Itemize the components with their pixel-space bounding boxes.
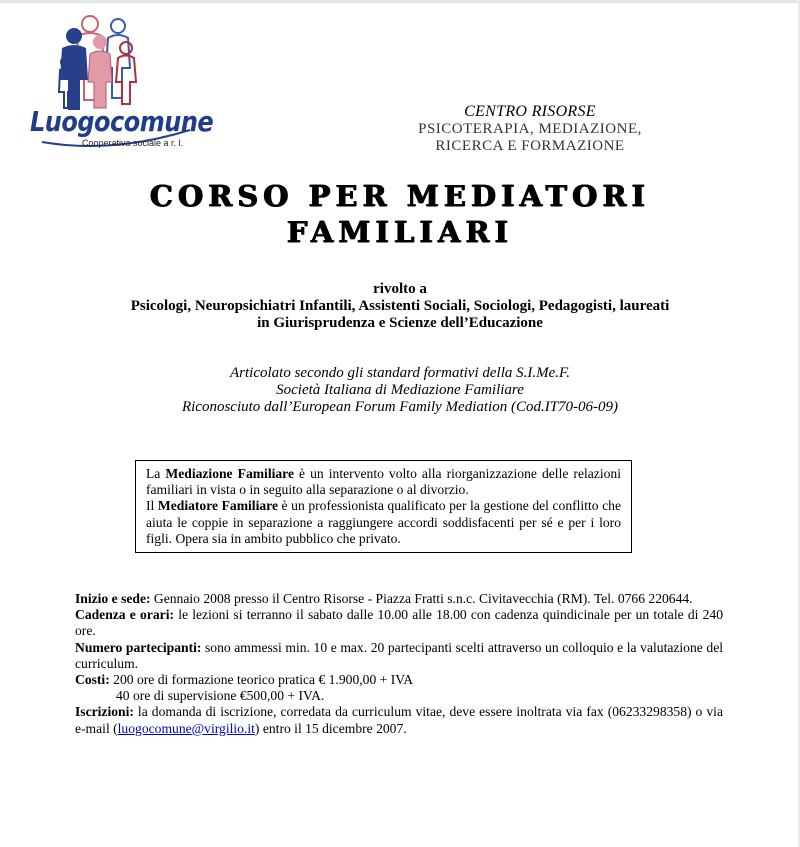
detail-text: ) entro il 15 dicembre 2007. (254, 720, 407, 736)
standards-line-2: Società Italiana di Mediazione Familiare (276, 382, 524, 398)
centro-line-2: RICERCA E FORMAZIONE (435, 138, 625, 154)
course-details (75, 591, 723, 737)
detail-costi (75, 672, 723, 688)
standards-block (0, 365, 800, 416)
standards-line-3: Riconosciuto dall’European Forum Family Mediation (Cod.IT70-06-09) (181, 399, 619, 415)
detail-inizio (75, 591, 723, 607)
detail-text: le lezioni si terranno il sabato dalle 10.00 alle 18.00 con cadenza quindicinale per un totale di 240 ore. (75, 607, 723, 639)
term: Mediazione Familiare (165, 466, 295, 481)
detail-text: 200 ore di formazione teorico pratica € 1.900,00 + IVA (109, 672, 414, 688)
centro-title: CENTRO RISORSE (464, 103, 596, 120)
audience-block (0, 281, 800, 332)
detail-numero (75, 640, 723, 672)
logo-name: Luogocomune (30, 105, 214, 139)
text: è un intervento volto alla riorganizzazione delle relazioni familiari in vista o in seguito alla separazione o al divorzio. (146, 466, 621, 498)
page-top-edge (0, 0, 800, 3)
detail-iscrizioni (75, 704, 723, 736)
detail-costi-2: 40 ore di supervisione €500,00 + IVA. (116, 688, 325, 704)
detail-label: Numero partecipanti: (75, 639, 202, 655)
standards-line-1: Articolato secondo gli standard formativi della S.I.Me.F. (230, 365, 570, 381)
term: Mediatore Familiare (157, 498, 278, 514)
definition-mediatore (146, 498, 621, 547)
detail-text: Gennaio 2008 presso il Centro Risorse - Piazza Fratti s.n.c. Civitavecchia (RM). Tel. 0766 220644. (150, 591, 693, 606)
definition-box (135, 460, 632, 553)
detail-text: la domanda di iscrizione, corredata da curriculum vitae, deve essere inoltrata via fax (06233298358) o via e-mail ( (75, 704, 723, 736)
audience-intro: rivolto a (373, 281, 427, 297)
centro-risorse-block (380, 103, 680, 155)
text: è un professionista qualificato per la gestione del conflitto che aiuta le coppie in separazione a raggiungere accordi soddisfacenti per sé e per i loro figli. Opera sia in ambito pubblico che privato. (146, 498, 621, 546)
detail-text: sono ammessi min. 10 e max. 20 partecipanti scelti attraverso un colloquio e la valutazione del curriculum. (75, 639, 723, 671)
title-line-1: CORSO PER MEDIATORI (149, 179, 651, 213)
detail-label: Inizio e sede: (75, 591, 151, 606)
page-title (0, 178, 800, 250)
logo (22, 12, 214, 152)
detail-label: Cadenza e orari: (75, 607, 175, 623)
detail-cadenza (75, 607, 723, 639)
title-line-2: FAMILIARI (286, 215, 514, 249)
text: Il (146, 498, 158, 514)
email-link[interactable]: luogocomune@virgilio.it (117, 720, 255, 736)
definition-mediazione (146, 466, 621, 498)
centro-line-1: PSICOTERAPIA, MEDIAZIONE, (418, 121, 642, 137)
detail-label: Iscrizioni: (75, 704, 134, 720)
detail-label: Costi: (75, 672, 110, 688)
audience-line-1: Psicologi, Neuropsichiatri Infantili, Assistenti Sociali, Sociologi, Pedagogisti, laureati (130, 298, 670, 314)
audience-line-2: in Giurisprudenza e Scienze dell’Educazione (257, 315, 543, 331)
text: La (146, 466, 166, 481)
logo-subtitle: Cooperativa sociale a r. l. (82, 138, 184, 148)
